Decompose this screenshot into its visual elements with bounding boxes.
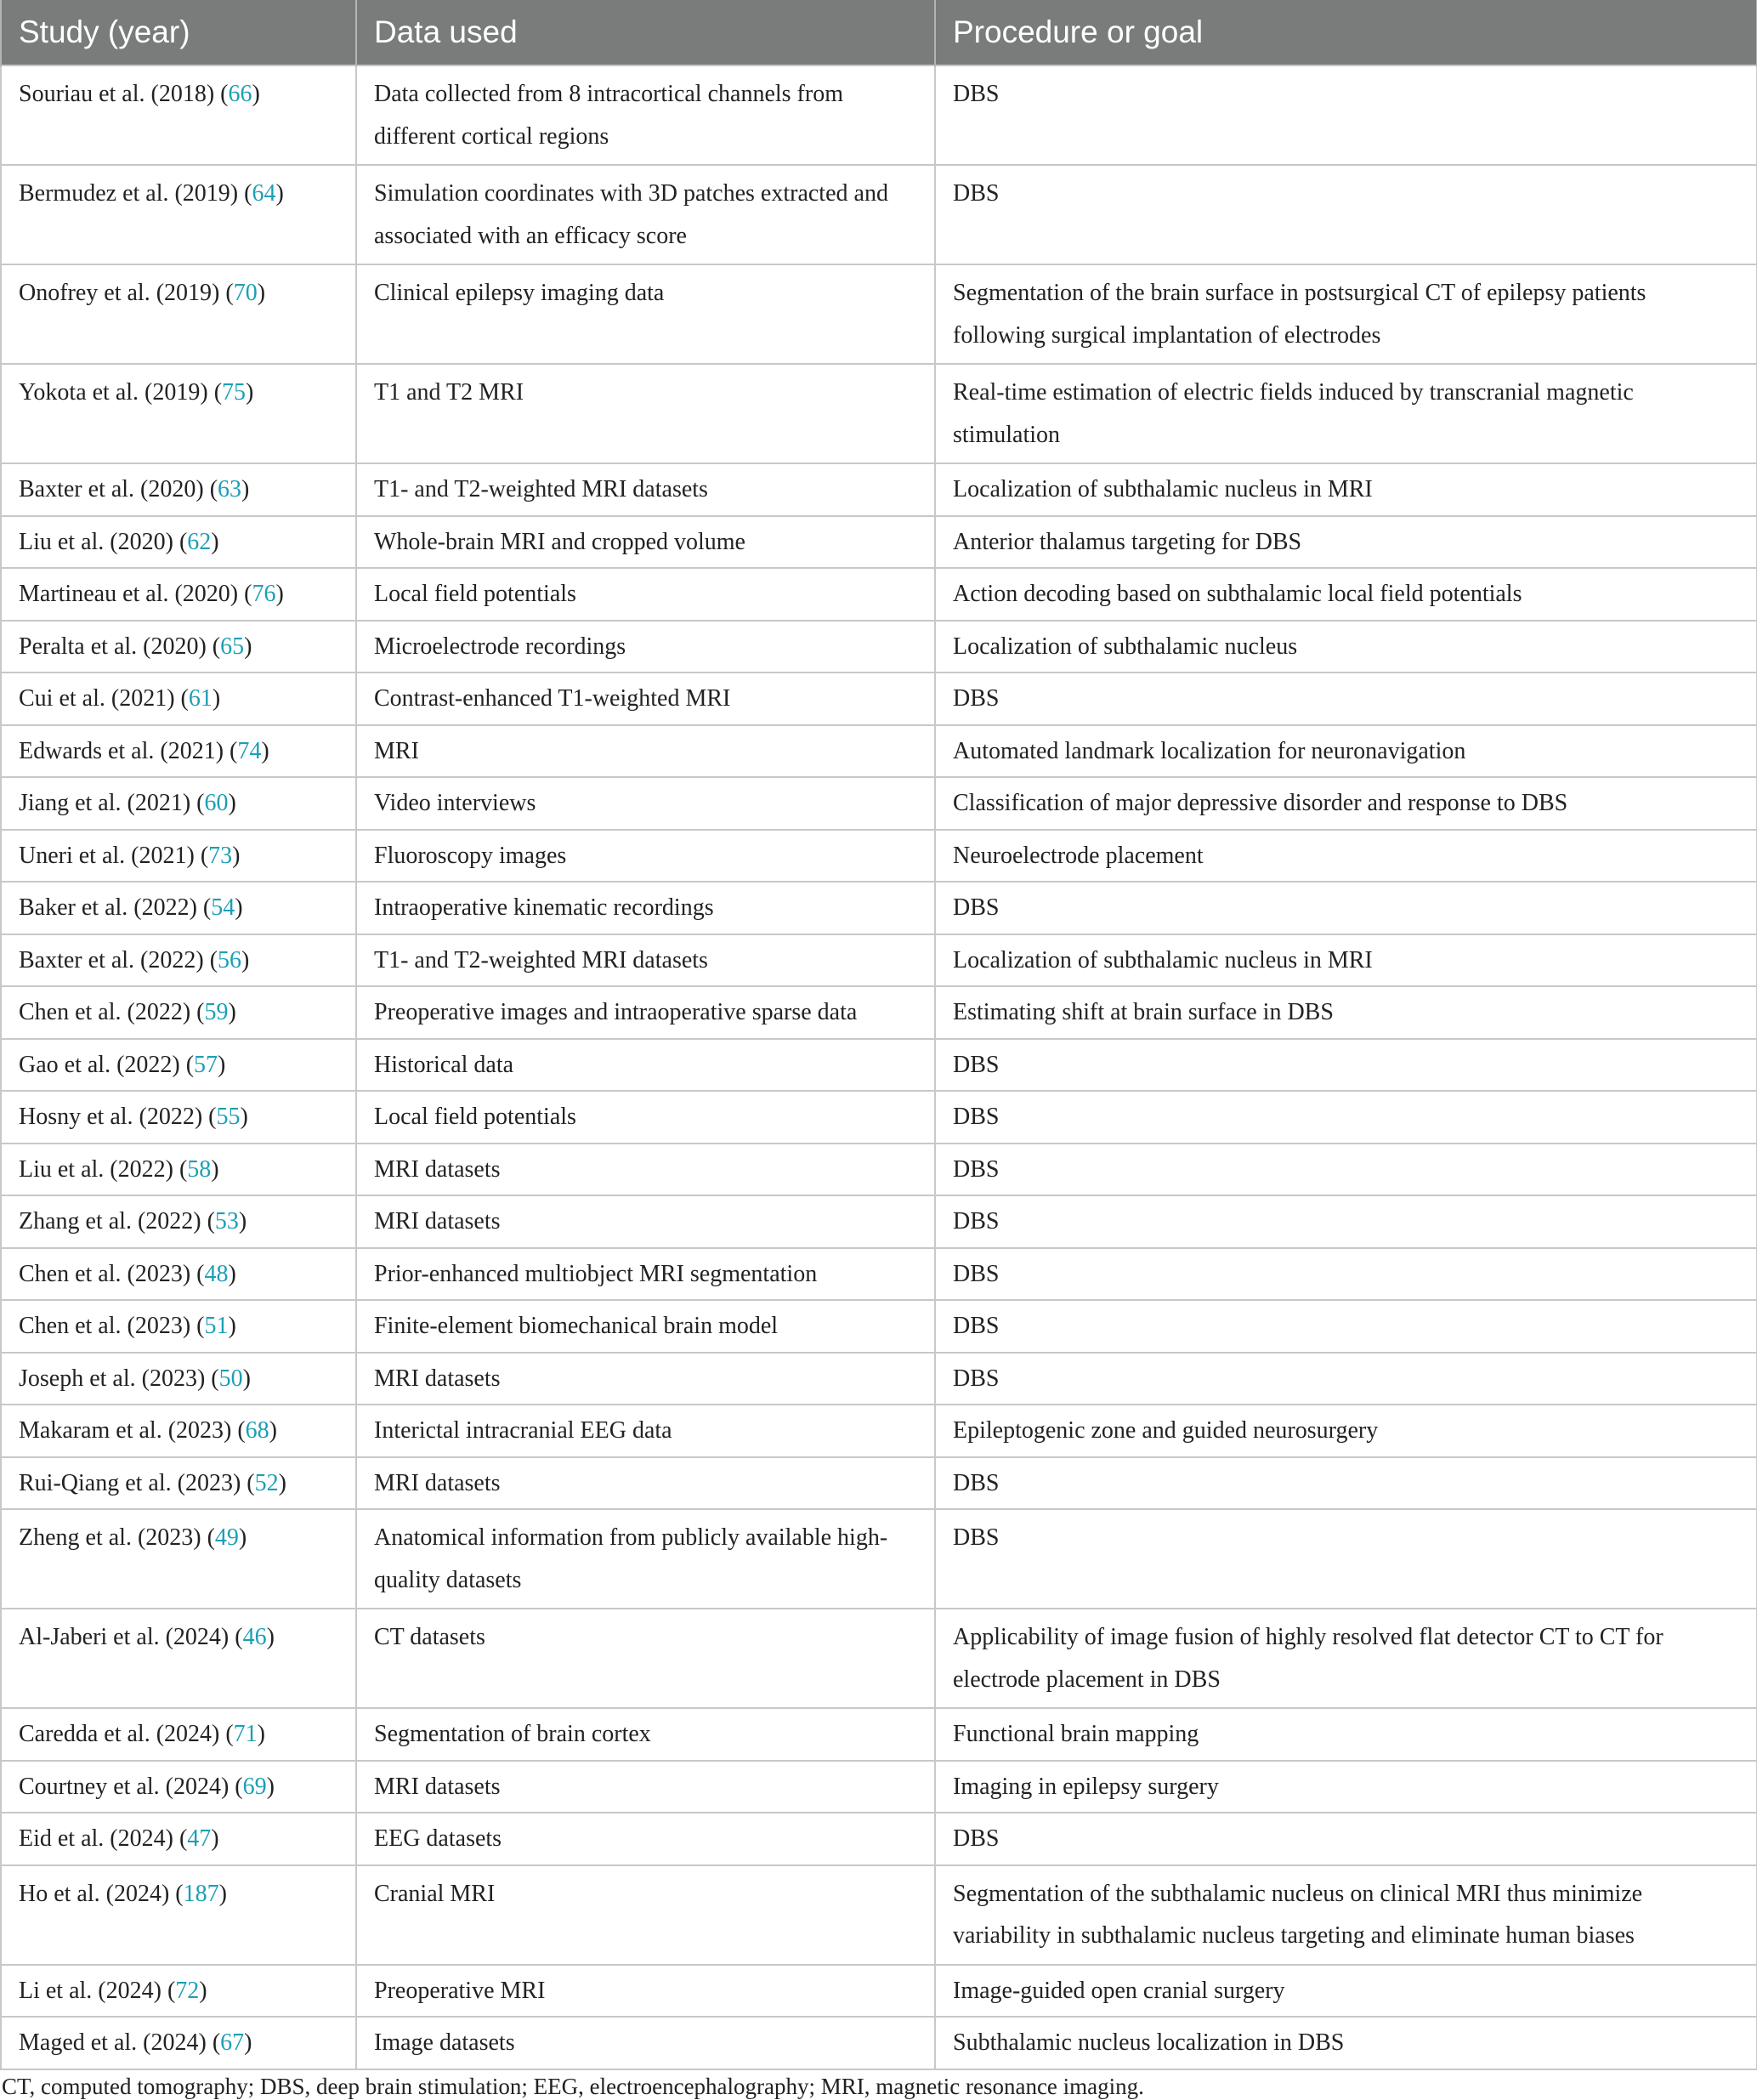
table-header [1, 0, 1757, 65]
study-name: Baxter et al. (2020) ( [19, 476, 218, 502]
data-used-cell: Fluoroscopy images [356, 830, 935, 883]
study-cell [1, 1300, 356, 1353]
reference-link[interactable]: 76 [252, 581, 276, 607]
procedure-goal-cell: DBS [935, 1457, 1757, 1510]
study-cell [1, 463, 356, 516]
study-name: Al-Jaberi et al. (2024) ( [19, 1624, 243, 1650]
study-cell [1, 1039, 356, 1092]
study-cell [1, 621, 356, 673]
reference-close-paren: ) [232, 842, 241, 869]
procedure-goal-cell: Epileptogenic zone and guided neurosurgery [935, 1405, 1757, 1457]
study-name: Zhang et al. (2022) ( [19, 1208, 215, 1234]
reference-link[interactable]: 66 [228, 81, 252, 107]
study-cell [1, 1353, 356, 1405]
table-row [1, 777, 1757, 830]
table-row [1, 1300, 1757, 1353]
reference-link[interactable]: 67 [220, 2029, 245, 2056]
procedure-goal-cell: DBS [935, 1144, 1757, 1196]
data-used-cell: Finite-element biomechanical brain model [356, 1300, 935, 1353]
table-row [1, 264, 1757, 364]
study-name: Zheng et al. (2023) ( [19, 1524, 215, 1551]
reference-close-paren: ) [228, 1313, 236, 1339]
reference-link[interactable]: 55 [216, 1104, 241, 1130]
reference-close-paren: ) [228, 1260, 236, 1287]
table-row [1, 1195, 1757, 1248]
data-used-cell: Segmentation of brain cortex [356, 1708, 935, 1761]
reference-close-paren: ) [218, 1051, 226, 1078]
study-name: Chen et al. (2023) ( [19, 1260, 205, 1287]
study-name: Yokota et al. (2019) ( [19, 379, 223, 406]
study-name: Souriau et al. (2018) ( [19, 81, 229, 107]
table-row [1, 1509, 1757, 1609]
reference-close-paren: ) [261, 737, 269, 764]
study-cell [1, 1813, 356, 1865]
data-used-cell: MRI datasets [356, 1144, 935, 1196]
data-used-cell: Anatomical information from publicly available high-quality datasets [356, 1509, 935, 1609]
data-used-cell: Video interviews [356, 777, 935, 830]
table-row [1, 1457, 1757, 1510]
study-name: Liu et al. (2022) ( [19, 1155, 188, 1183]
data-used-cell: Whole-brain MRI and cropped volume [356, 516, 935, 569]
header-procedure-goal: Procedure or goal [935, 0, 1757, 65]
reference-link[interactable]: 74 [237, 737, 262, 764]
procedure-goal-cell: DBS [935, 673, 1757, 725]
reference-close-paren: ) [212, 685, 221, 712]
reference-link[interactable]: 58 [187, 1155, 212, 1183]
reference-link[interactable]: 64 [252, 180, 276, 207]
table-row [1, 65, 1757, 165]
study-name: Makaram et al. (2023) ( [19, 1417, 246, 1444]
study-name: Baker et al. (2022) ( [19, 894, 212, 921]
procedure-goal-cell: Localization of subthalamic nucleus in MRI [935, 463, 1757, 516]
procedure-goal-cell: Image-guided open cranial surgery [935, 1965, 1757, 2018]
reference-close-paren: ) [228, 999, 236, 1025]
study-cell [1, 830, 356, 883]
procedure-goal-cell: Real-time estimation of electric fields induced by transcranial magnetic stimulation [935, 364, 1757, 463]
reference-close-paren: ) [240, 1104, 248, 1130]
procedure-goal-cell: DBS [935, 1248, 1757, 1301]
table-row [1, 830, 1757, 883]
reference-close-paren: ) [211, 1825, 219, 1852]
data-used-cell: Local field potentials [356, 568, 935, 621]
reference-close-paren: ) [238, 1524, 247, 1551]
study-cell [1, 1248, 356, 1301]
data-used-cell: T1- and T2-weighted MRI datasets [356, 934, 935, 987]
study-name: Chen et al. (2023) ( [19, 1313, 205, 1339]
reference-link[interactable]: 75 [222, 379, 247, 406]
reference-link[interactable]: 48 [204, 1260, 229, 1287]
reference-link[interactable]: 56 [218, 946, 242, 973]
table-row [1, 621, 1757, 673]
table-row [1, 1865, 1757, 1965]
reference-link[interactable]: 49 [214, 1524, 239, 1551]
reference-close-paren: ) [241, 946, 250, 973]
study-name: Li et al. (2024) ( [19, 1977, 176, 2004]
study-name: Gao et al. (2022) ( [19, 1051, 195, 1078]
reference-link[interactable]: 50 [218, 1365, 243, 1392]
study-name: Rui-Qiang et al. (2023) ( [19, 1469, 255, 1496]
table-row [1, 1813, 1757, 1865]
table-body [1, 65, 1757, 2069]
reference-close-paren: ) [238, 1208, 247, 1234]
reference-close-paren: ) [211, 528, 219, 555]
table-row [1, 1965, 1757, 2018]
data-used-cell: T1 and T2 MRI [356, 364, 935, 463]
reference-link[interactable]: 46 [242, 1624, 267, 1650]
procedure-goal-cell: DBS [935, 1039, 1757, 1092]
reference-link[interactable]: 60 [204, 790, 229, 816]
study-name: Onofrey et al. (2019) ( [19, 280, 234, 306]
procedure-goal-cell: DBS [935, 1353, 1757, 1405]
table-row [1, 364, 1757, 463]
reference-link[interactable]: 71 [233, 1721, 258, 1747]
study-name: Martineau et al. (2020) ( [19, 581, 252, 607]
table-row [1, 725, 1757, 778]
study-cell [1, 1457, 356, 1510]
reference-close-paren: ) [257, 280, 266, 306]
table-row [1, 1761, 1757, 1813]
table-row [1, 1144, 1757, 1196]
study-name: Maged et al. (2024) ( [19, 2029, 221, 2056]
data-used-cell: MRI [356, 725, 935, 778]
reference-close-paren: ) [211, 1155, 219, 1183]
procedure-goal-cell: Localization of subthalamic nucleus [935, 621, 1757, 673]
reference-link[interactable]: 53 [214, 1208, 239, 1234]
study-cell [1, 1509, 356, 1609]
data-used-cell: Interictal intracranial EEG data [356, 1405, 935, 1457]
study-cell [1, 1405, 356, 1457]
study-cell [1, 1609, 356, 1708]
table-row [1, 1353, 1757, 1405]
reference-close-paren: ) [275, 180, 284, 207]
study-name: Edwards et al. (2021) ( [19, 737, 238, 764]
study-cell [1, 1761, 356, 1813]
reference-close-paren: ) [278, 1469, 286, 1496]
study-cell [1, 725, 356, 778]
reference-link[interactable]: 68 [245, 1417, 269, 1444]
study-cell [1, 1965, 356, 2018]
data-used-cell: MRI datasets [356, 1761, 935, 1813]
table-row [1, 673, 1757, 725]
reference-link[interactable]: 72 [175, 1977, 200, 2004]
reference-link[interactable]: 52 [254, 1469, 279, 1496]
reference-link[interactable]: 187 [183, 1880, 219, 1907]
study-cell [1, 1144, 356, 1196]
reference-link[interactable]: 47 [187, 1825, 212, 1852]
reference-link[interactable]: 62 [187, 528, 212, 555]
study-cell [1, 934, 356, 987]
procedure-goal-cell: Localization of subthalamic nucleus in MRI [935, 934, 1757, 987]
reference-close-paren: ) [241, 476, 250, 502]
reference-close-paren: ) [235, 894, 243, 921]
data-used-cell: Microelectrode recordings [356, 621, 935, 673]
procedure-goal-cell: DBS [935, 1195, 1757, 1248]
study-cell [1, 568, 356, 621]
table-row [1, 568, 1757, 621]
study-cell [1, 1865, 356, 1965]
data-used-cell: MRI datasets [356, 1195, 935, 1248]
table-row [1, 516, 1757, 569]
study-cell [1, 1091, 356, 1144]
table-row [1, 986, 1757, 1039]
procedure-goal-cell: Segmentation of the subthalamic nucleus on clinical MRI thus minimize variability in subthalamic nucleus targeting and eliminate human biases [935, 1865, 1757, 1965]
reference-close-paren: ) [269, 1417, 277, 1444]
study-name: Ho et al. (2024) ( [19, 1880, 184, 1907]
reference-link[interactable]: 69 [242, 1773, 267, 1800]
procedure-goal-cell: DBS [935, 1091, 1757, 1144]
study-cell [1, 673, 356, 725]
reference-close-paren: ) [266, 1773, 275, 1800]
study-cell [1, 777, 356, 830]
study-cell [1, 882, 356, 934]
study-cell [1, 986, 356, 1039]
procedure-goal-cell: Imaging in epilepsy surgery [935, 1761, 1757, 1813]
data-used-cell: MRI datasets [356, 1457, 935, 1510]
table-row [1, 2017, 1757, 2069]
study-cell [1, 364, 356, 463]
reference-close-paren: ) [199, 1977, 207, 2004]
header-row [1, 0, 1757, 65]
table-row [1, 882, 1757, 934]
data-used-cell: Historical data [356, 1039, 935, 1092]
study-name: Hosny et al. (2022) ( [19, 1104, 217, 1130]
study-name: Courtney et al. (2024) ( [19, 1773, 243, 1800]
data-used-cell: MRI datasets [356, 1353, 935, 1405]
study-name: Uneri et al. (2021) ( [19, 842, 209, 869]
study-name: Liu et al. (2020) ( [19, 528, 188, 555]
table-row [1, 1248, 1757, 1301]
reference-close-paren: ) [266, 1624, 275, 1650]
procedure-goal-cell: DBS [935, 65, 1757, 165]
data-used-cell: Contrast-enhanced T1-weighted MRI [356, 673, 935, 725]
reference-close-paren: ) [244, 2029, 252, 2056]
study-name: Caredda et al. (2024) ( [19, 1721, 234, 1747]
study-cell [1, 1708, 356, 1761]
table-row [1, 1091, 1757, 1144]
study-cell [1, 65, 356, 165]
procedure-goal-cell: Neuroelectrode placement [935, 830, 1757, 883]
study-name: Joseph et al. (2023) ( [19, 1365, 219, 1392]
study-cell [1, 1195, 356, 1248]
procedure-goal-cell: Segmentation of the brain surface in postsurgical CT of epilepsy patients following surgical implantation of electrodes [935, 264, 1757, 364]
data-used-cell: Data collected from 8 intracortical channels from different cortical regions [356, 65, 935, 165]
reference-close-paren: ) [244, 633, 252, 660]
procedure-goal-cell: DBS [935, 165, 1757, 264]
procedure-goal-cell: Automated landmark localization for neuronavigation [935, 725, 1757, 778]
table-row [1, 934, 1757, 987]
study-name: Baxter et al. (2022) ( [19, 946, 218, 973]
procedure-goal-cell: Estimating shift at brain surface in DBS [935, 986, 1757, 1039]
study-name: Bermudez et al. (2019) ( [19, 180, 252, 207]
study-name: Chen et al. (2022) ( [19, 999, 205, 1025]
reference-link[interactable]: 51 [204, 1313, 229, 1339]
table-row [1, 463, 1757, 516]
data-used-cell: Preoperative images and intraoperative sparse data [356, 986, 935, 1039]
reference-close-paren: ) [246, 379, 254, 406]
reference-link[interactable]: 65 [220, 633, 245, 660]
procedure-goal-cell: Applicability of image fusion of highly resolved flat detector CT to CT for electrode placement in DBS [935, 1609, 1757, 1708]
data-used-cell: Cranial MRI [356, 1865, 935, 1965]
data-used-cell: Prior-enhanced multiobject MRI segmentation [356, 1248, 935, 1301]
study-name: Eid et al. (2024) ( [19, 1825, 188, 1852]
procedure-goal-cell: DBS [935, 1300, 1757, 1353]
data-used-cell: Image datasets [356, 2017, 935, 2069]
procedure-goal-cell: Classification of major depressive disorder and response to DBS [935, 777, 1757, 830]
study-name: Jiang et al. (2021) ( [19, 790, 205, 816]
table-row [1, 1405, 1757, 1457]
study-cell [1, 165, 356, 264]
reference-link[interactable]: 63 [218, 476, 242, 502]
reference-close-paren: ) [252, 81, 260, 107]
procedure-goal-cell: Anterior thalamus targeting for DBS [935, 516, 1757, 569]
procedure-goal-cell: Functional brain mapping [935, 1708, 1757, 1761]
reference-link[interactable]: 54 [211, 894, 235, 921]
procedure-goal-cell: DBS [935, 882, 1757, 934]
procedure-goal-cell: DBS [935, 1509, 1757, 1609]
header-study-year: Study (year) [1, 0, 356, 65]
table-row [1, 1609, 1757, 1708]
study-name: Peralta et al. (2020) ( [19, 633, 221, 660]
reference-close-paren: ) [275, 581, 284, 607]
data-used-cell: EEG datasets [356, 1813, 935, 1865]
reference-link[interactable]: 61 [188, 685, 213, 712]
reference-close-paren: ) [257, 1721, 265, 1747]
reference-link[interactable]: 73 [208, 842, 233, 869]
procedure-goal-cell: Subthalamic nucleus localization in DBS [935, 2017, 1757, 2069]
data-used-cell: Preoperative MRI [356, 1965, 935, 2018]
reference-link[interactable]: 70 [233, 280, 258, 306]
reference-close-paren: ) [228, 790, 236, 816]
procedure-goal-cell: Action decoding based on subthalamic local field potentials [935, 568, 1757, 621]
header-data-used: Data used [356, 0, 935, 65]
reference-link[interactable]: 59 [204, 999, 229, 1025]
data-used-cell: Simulation coordinates with 3D patches extracted and associated with an efficacy score [356, 165, 935, 264]
reference-close-paren: ) [242, 1365, 251, 1392]
data-used-cell: Clinical epilepsy imaging data [356, 264, 935, 364]
study-cell [1, 2017, 356, 2069]
data-used-cell: Local field potentials [356, 1091, 935, 1144]
study-name: Cui et al. (2021) ( [19, 685, 189, 712]
data-used-cell: T1- and T2-weighted MRI datasets [356, 463, 935, 516]
study-cell [1, 264, 356, 364]
table-row [1, 1708, 1757, 1761]
data-used-cell: Intraoperative kinematic recordings [356, 882, 935, 934]
study-cell [1, 516, 356, 569]
table-footnote: CT, computed tomography; DBS, deep brain stimulation; EEG, electroencephalography; MRI, magnetic resonance imaging. [2, 2073, 1144, 2099]
reference-link[interactable]: 57 [194, 1051, 218, 1078]
reference-close-paren: ) [218, 1880, 227, 1907]
data-used-cell: CT datasets [356, 1609, 935, 1708]
table-row [1, 165, 1757, 264]
table-row [1, 1039, 1757, 1092]
procedure-goal-cell: DBS [935, 1813, 1757, 1865]
